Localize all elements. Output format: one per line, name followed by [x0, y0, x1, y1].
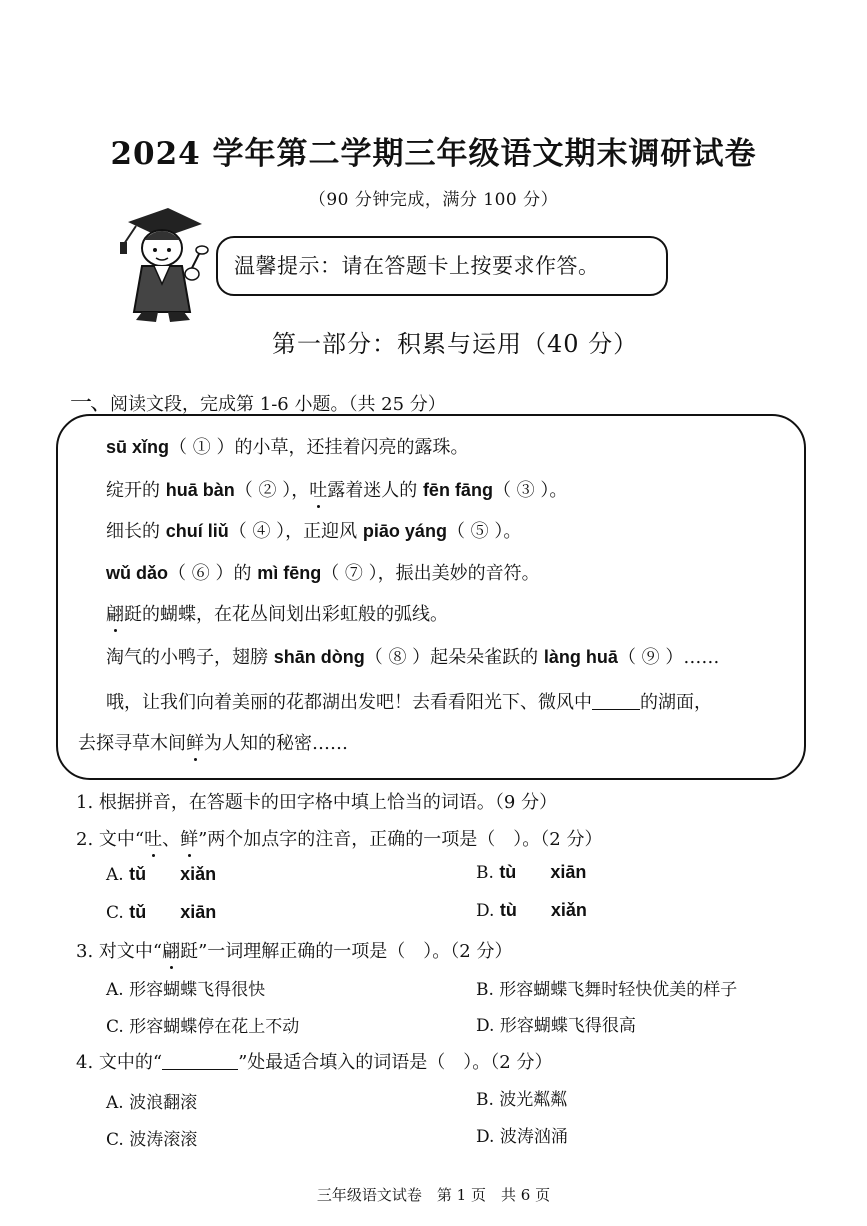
fill-blank	[592, 693, 640, 710]
page-footer: 三年级语文试卷 第 1 页 共 6 页	[316, 1186, 551, 1204]
section-intro	[70, 386, 446, 417]
passage-text: （ ① ）的小草，还挂着闪亮的露珠。	[169, 437, 469, 458]
passage-text: 跹的蝴蝶，在花丛间划出彩虹般的弧线。	[124, 604, 448, 625]
option-pinyin: tù	[499, 862, 517, 882]
passage-line-1	[106, 433, 468, 459]
tip-text: 温馨提示：请在答题卡上按要求作答。	[234, 254, 600, 278]
section-mark: 一、	[70, 391, 111, 416]
pinyin-6: wǔ dǎo	[106, 563, 168, 583]
exam-subtitle: （90 分钟完成，满分 100 分）	[308, 190, 559, 210]
passage-text: （ ② ），	[234, 480, 310, 501]
dotted-char: 翩	[162, 937, 180, 963]
passage-line-6	[106, 643, 719, 669]
question-4	[76, 1048, 552, 1074]
passage-text: 绽开的	[106, 480, 160, 501]
pinyin-2: huā bàn	[165, 480, 235, 500]
dotted-char: 鲜	[186, 729, 204, 755]
question-text: 跹	[180, 941, 199, 962]
q3-option-d[interactable]: D. 形容蝴蝶飞得很高	[476, 1016, 636, 1036]
q4-option-b[interactable]: B. 波光粼粼	[476, 1090, 568, 1110]
passage-line-4	[106, 559, 540, 585]
option-pinyin: xiǎn	[550, 900, 587, 920]
option-label: C.	[106, 903, 124, 923]
passage-line-5	[106, 600, 448, 626]
question-text: ”两个加点字的注音，正确的一项是（ ）。（2 分）	[198, 829, 603, 850]
q2-option-c[interactable]	[106, 902, 216, 923]
question-text: 、	[162, 829, 181, 850]
option-pinyin: xiǎn	[180, 864, 217, 884]
option-label: A.	[106, 865, 124, 885]
dotted-char: 翩	[106, 600, 124, 626]
q3-option-b[interactable]: B. 形容蝴蝶飞舞时轻快优美的样子	[476, 980, 738, 1000]
passage-text: （ ⑨ ）……	[617, 647, 720, 668]
exam-title: 2024 学年第二学期三年级语文期末调研试卷	[110, 136, 757, 172]
question-2	[76, 825, 602, 851]
dotted-char: 吐	[144, 825, 162, 851]
dotted-char: 吐	[309, 476, 327, 502]
passage-text: （ ⑥ ）的	[168, 563, 252, 584]
passage-text: （ ⑤ ）。	[446, 521, 522, 542]
passage-text: 细长的	[106, 521, 160, 542]
pinyin-3: fēn fāng	[422, 480, 493, 500]
passage-line-3	[106, 517, 521, 543]
option-pinyin: tǔ	[129, 902, 147, 922]
passage-line-7	[106, 688, 712, 714]
passage-text: 为人知的秘密……	[204, 733, 348, 754]
pinyin-1: sū xǐng	[106, 437, 170, 457]
pinyin-4: chuí liǔ	[165, 521, 229, 541]
part-heading: 第一部分：积累与运用（40 分）	[272, 330, 639, 358]
question-text: 4. 文中的“	[76, 1052, 163, 1073]
fill-blank	[162, 1053, 238, 1070]
q3-option-c[interactable]: C. 形容蝴蝶停在花上不动	[106, 1017, 300, 1037]
passage-text: 哦，让我们向着美丽的花都湖出发吧！去看看阳光下、微风中	[106, 692, 592, 713]
passage-text: （ ④ ），正迎风	[228, 521, 358, 542]
pinyin-5: piāo yáng	[362, 521, 447, 541]
option-pinyin: xiān	[550, 862, 587, 882]
passage-text: （ ⑧ ）起朵朵雀跃的	[364, 647, 539, 668]
q4-option-a[interactable]: A. 波浪翻滚	[106, 1093, 198, 1113]
pinyin-9: làng huā	[543, 647, 618, 667]
question-text: 2. 文中“	[76, 829, 145, 850]
option-pinyin: tǔ	[129, 864, 147, 884]
q2-option-b[interactable]	[476, 862, 586, 883]
pinyin-7: mì fēng	[257, 563, 322, 583]
question-3	[76, 937, 512, 963]
passage-text: （ ⑦ ），振出美妙的音符。	[321, 563, 540, 584]
question-1: 1. 根据拼音，在答题卡的田字格中填上恰当的词语。（9 分）	[76, 792, 558, 813]
option-label: D.	[476, 901, 495, 921]
question-text: ”处最适合填入的词语是（ ）。（2 分）	[238, 1052, 553, 1073]
question-text: ”一词理解正确的一项是（ ）。（2 分）	[198, 941, 513, 962]
option-label: B.	[476, 863, 494, 883]
q2-option-a[interactable]	[106, 864, 216, 885]
pinyin-8: shān dòng	[273, 647, 365, 667]
section-intro-text: 阅读文段，完成第 1-6 小题。（共 25 分）	[110, 394, 446, 415]
graduate-mascot-illustration	[106, 200, 216, 325]
passage-text: 露着迷人的	[327, 480, 418, 501]
passage-line-8	[78, 729, 348, 755]
passage-text: 的湖面，	[640, 692, 712, 713]
passage-box	[56, 414, 806, 780]
option-pinyin: xiān	[180, 902, 217, 922]
passage-text: 淘气的小鸭子，翅膀	[106, 647, 268, 668]
passage-text: 去探寻草木间	[78, 733, 186, 754]
passage-line-2	[106, 476, 567, 502]
q4-option-c[interactable]: C. 波涛滚滚	[106, 1130, 198, 1150]
q4-option-d[interactable]: D. 波涛汹涌	[476, 1127, 568, 1147]
question-text: 3. 对文中“	[76, 941, 163, 962]
dotted-char: 鲜	[180, 825, 198, 851]
passage-text: （ ③ ）。	[492, 480, 568, 501]
q2-option-d[interactable]	[476, 900, 587, 921]
q3-option-a[interactable]: A. 形容蝴蝶飞得很快	[106, 980, 266, 1000]
option-pinyin: tù	[499, 900, 517, 920]
